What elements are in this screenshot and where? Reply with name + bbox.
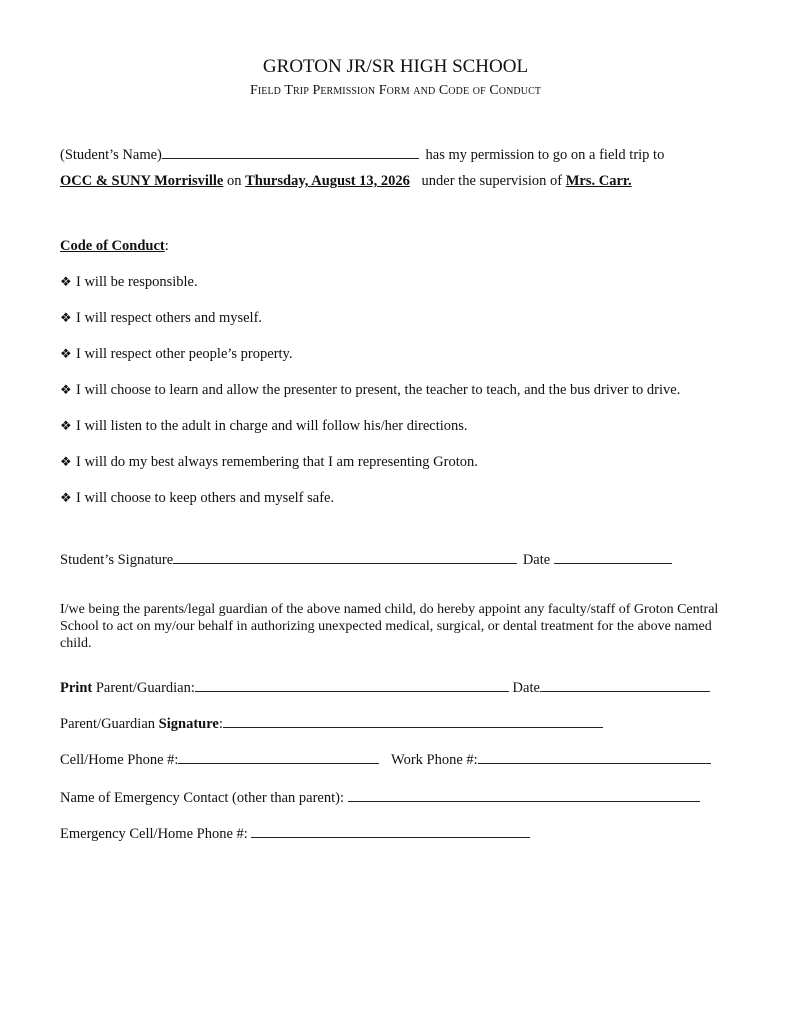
diamond-bullet-icon: ❖ <box>60 490 72 505</box>
parent-date-label: Date <box>512 680 540 696</box>
diamond-bullet-icon: ❖ <box>60 346 72 361</box>
student-signature-label: Student’s Signature <box>60 552 174 568</box>
authorization-paragraph: I/we being the parents/legal guardian of the above named child, do hereby appoint any faculty/staff of Groton Central School to act on my/our behalf in authorizing unexpected medical, surgical, or dental treatment for the above named child. <box>60 602 719 651</box>
work-phone-field[interactable] <box>478 749 711 764</box>
diamond-bullet-icon: ❖ <box>60 418 72 433</box>
phone-row <box>60 749 711 769</box>
conduct-item <box>60 382 680 399</box>
supervisor-name: Mrs. Carr. <box>565 173 632 189</box>
conduct-item-text: I will respect other people’s property. <box>76 346 293 362</box>
parent-signature-row <box>60 713 603 733</box>
print-parent-row <box>60 677 710 697</box>
student-signature-field[interactable] <box>173 549 517 564</box>
on-text: on <box>223 173 246 189</box>
emergency-contact-row <box>60 787 700 807</box>
trip-date: Thursday, August 13, 2026 <box>245 173 410 189</box>
conduct-item <box>60 310 262 327</box>
work-phone-label: Work Phone #: <box>391 752 478 768</box>
conduct-item-text: I will do my best always remembering that I am representing Groton. <box>76 454 478 470</box>
conduct-item-text: I will choose to keep others and myself safe. <box>76 490 335 506</box>
trip-destination: OCC & SUNY Morrisville <box>60 173 224 189</box>
student-date-label: Date <box>522 552 551 568</box>
conduct-item-text: I will choose to learn and allow the presenter to present, the teacher to teach, and the bus driver to drive. <box>76 382 681 398</box>
code-of-conduct-title: Code of Conduct <box>60 238 165 254</box>
cell-phone-label: Cell/Home Phone #: <box>60 752 179 768</box>
diamond-bullet-icon: ❖ <box>60 454 72 469</box>
diamond-bullet-icon: ❖ <box>60 310 72 325</box>
parent-signature-colon: : <box>218 716 223 732</box>
emergency-phone-row <box>60 823 530 843</box>
emergency-contact-field[interactable] <box>348 787 700 802</box>
conduct-item-text: I will be responsible. <box>76 274 198 290</box>
print-label-bold: Print <box>60 680 93 696</box>
emergency-phone-label: Emergency Cell/Home Phone #: <box>60 826 248 842</box>
parent-signature-prefix: Parent/Guardian <box>60 716 159 732</box>
form-title: Field Trip Permission Form and Code of Conduct <box>249 83 542 98</box>
conduct-item <box>60 418 468 435</box>
print-parent-label: Parent/Guardian: <box>92 680 195 696</box>
permission-line-1 <box>60 144 664 164</box>
conduct-item <box>60 346 293 363</box>
conduct-item <box>60 454 478 471</box>
student-name-field[interactable] <box>162 144 419 159</box>
conduct-item <box>60 274 198 291</box>
student-signature-row <box>60 549 672 569</box>
diamond-bullet-icon: ❖ <box>60 274 72 289</box>
student-date-field[interactable] <box>554 549 672 564</box>
supervision-text: under the supervision of <box>421 173 563 189</box>
emergency-phone-field[interactable] <box>251 823 530 838</box>
emergency-contact-label: Name of Emergency Contact (other than parent): <box>60 790 344 806</box>
parent-date-field[interactable] <box>540 677 710 692</box>
permission-line-2 <box>60 173 632 190</box>
print-parent-field[interactable] <box>195 677 509 692</box>
diamond-bullet-icon: ❖ <box>60 382 72 397</box>
cell-phone-field[interactable] <box>178 749 379 764</box>
school-name: GROTON JR/SR HIGH SCHOOL <box>262 56 529 77</box>
permission-text: has my permission to go on a field trip to <box>425 147 665 163</box>
parent-signature-field[interactable] <box>223 713 603 728</box>
student-name-label: (Student’s Name) <box>60 147 162 163</box>
parent-signature-bold: Signature <box>158 716 219 732</box>
heading-colon: : <box>164 238 169 254</box>
conduct-item-text: I will listen to the adult in charge and will follow his/her directions. <box>76 418 468 434</box>
code-of-conduct-heading <box>60 238 169 255</box>
conduct-item <box>60 490 334 507</box>
conduct-item-text: I will respect others and myself. <box>76 310 263 326</box>
